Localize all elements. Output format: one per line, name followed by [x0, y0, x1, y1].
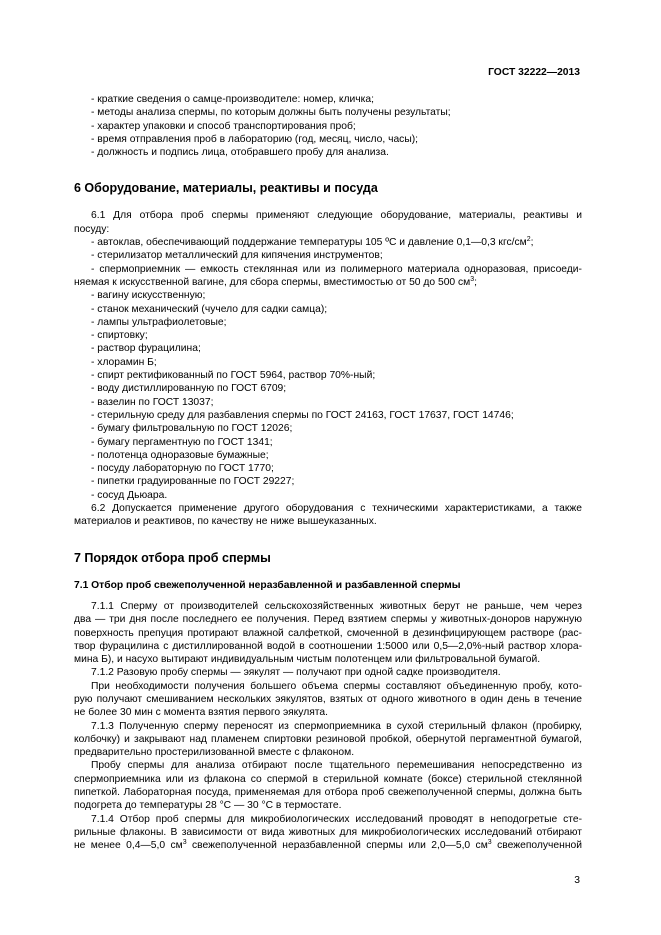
- intro-list: [74, 93, 582, 159]
- list-item: - вазелин по ГОСТ 13037;: [91, 396, 214, 408]
- standard-code: ГОСТ 32222—2013: [488, 67, 580, 78]
- list-item: - стерилизатор металлический для кипячения инструментов;: [91, 250, 383, 262]
- list-item: - посуду лабораторную по ГОСТ 1770;: [91, 463, 274, 475]
- list-item-autoclave: - автоклав, обеспечивающий поддержание температуры 105 ºС и давление 0,1—0,3 кгс/$см^2$;: [91, 236, 534, 249]
- section-7-title: 7 Порядок отбора проб спермы: [74, 550, 271, 565]
- list-item: - стерильную среду для разбавления спермы по ГОСТ 24163, ГОСТ 17637, ГОСТ 14746;: [91, 409, 514, 421]
- list-item: - воду дистиллированную по ГОСТ 6709;: [91, 383, 287, 395]
- paragraph-7-1-2: 7.1.2 Разовую пробу спермы — эякулят — получают при одной садке производителя.: [91, 667, 501, 679]
- list-item: - методы анализа спермы, по которым должны быть получены результаты;: [91, 107, 451, 119]
- paragraph-6-1-cont: посуду:: [74, 223, 110, 235]
- list-item: - хлорамин Б;: [91, 356, 157, 368]
- list-item: - полотенца одноразовые бумажные;: [91, 449, 269, 461]
- list-item: - краткие сведения о самце-производителе: номер, кличка;: [91, 94, 374, 105]
- list-item-receiver: - спермоприемник — емкость стеклянная или из полимерного материала одноразовая, присоеди-: [91, 263, 582, 275]
- paragraph-7-1-3-b: Пробу спермы для анализа отбирают после тщательного перемешивания непосредственно из спермоприемника или из флакона со спермой в стерильной комнате (боксе) стерильной стеклянной пипеткой. Лабораторная посуда, применяемая для отбора проб свежеполученной спермы, должна быть подогрета до температуры 28 °С — 30 °С в термостате.: [74, 760, 582, 812]
- list-item: - время отправления проб в лабораторию (год, месяц, число, часы);: [91, 133, 419, 145]
- paragraph-7-1-1: 7.1.1 Сперму от производителей сельскохозяйственных животных берут не раньше, чем через два — три дня после последнего ее получения. Перед взятием спермы у животных-доноров наружную поверхность препуция протирают влажной салфеткой, смоченной в дезинфицирующем растворе (рас- твор фурацилина с дистиллированной водой в соотношении 1:5000 или 0,5—2,0%-ный раствор хлора- мина Б), и насухо вытирают индивидуальным чистым полотенцем или фильтровальной бумагой.: [74, 600, 582, 666]
- list-item: - лампы ультрафиолетовые;: [91, 316, 227, 328]
- list-item: - спирт ректификованный по ГОСТ 5964, раствор 70%-ный;: [91, 370, 376, 382]
- page-content: [74, 93, 582, 853]
- list-item: - сосуд Дьюара.: [91, 489, 168, 501]
- list-item: - должность и подпись лица, отобравшего пробу для анализа.: [91, 147, 389, 159]
- paragraph-6-2: 6.2 Допускается применение другого оборудования с техническими характеристиками, а также: [91, 503, 582, 515]
- paragraph-7-1-2-b: При необходимости получения большего объема спермы составляют объединенную пробу, кото- рую получают смешиванием нескольких эякулятов, взятых от одного животного в один день в течение не более 30 мин с момента взятия первого эякулята.: [74, 680, 582, 719]
- list-item-receiver-cont: няемая к искусственной вагине, для сбора спермы, вместимостью от 50 до 500 $см^3$;: [74, 275, 478, 288]
- equipment-list: [74, 289, 582, 502]
- page-number: 3: [574, 875, 580, 886]
- paragraph-7-1-3: 7.1.3 Полученную сперму переносят из спермоприемника в сухой стерильный флакон (пробирку, колбочку) и закрывают над пламенем спиртовки резиновой пробкой, обернутой пергаментной бумагой, предварительно простерилизованной вместе с флаконом.: [74, 720, 582, 759]
- list-item: - станок механический (чучело для садки самца);: [91, 303, 328, 315]
- subsection-7-1-title: 7.1 Отбор проб свежеполученной неразбавленной и разбавленной спермы: [74, 579, 461, 591]
- list-item: - спиртовку;: [91, 330, 148, 342]
- list-item: - бумагу пергаментную по ГОСТ 1341;: [91, 436, 273, 448]
- paragraph-6-2-cont: материалов и реактивов, по качеству не ниже вышеуказанных.: [74, 516, 377, 528]
- list-item: - пипетки градуированные по ГОСТ 29227;: [91, 476, 295, 488]
- list-item: - вагину искусственную;: [91, 290, 206, 302]
- list-item: - характер упаковки и способ транспортирования проб;: [91, 120, 356, 132]
- list-item: - раствор фурацилина;: [91, 343, 201, 355]
- paragraph-6-1: 6.1 Для отбора проб спермы применяют следующие оборудование, материалы, реактивы и: [91, 210, 582, 222]
- paragraph-7-1-4: 7.1.4 Отбор проб спермы для микробиологических исследований проводят в неподогретые сте- рильные флаконы. В зависимости от вида животных для микробиологических исследований отбирают не менее 0,4—5,0 $см^3$ свежеполученной неразбавленной спермы или 2,0—5,0 $см^3$ свежеполученной: [74, 813, 582, 852]
- section-6-title: 6 Оборудование, материалы, реактивы и посуда: [74, 181, 378, 196]
- list-item: - бумагу фильтровальную по ГОСТ 12026;: [91, 423, 293, 435]
